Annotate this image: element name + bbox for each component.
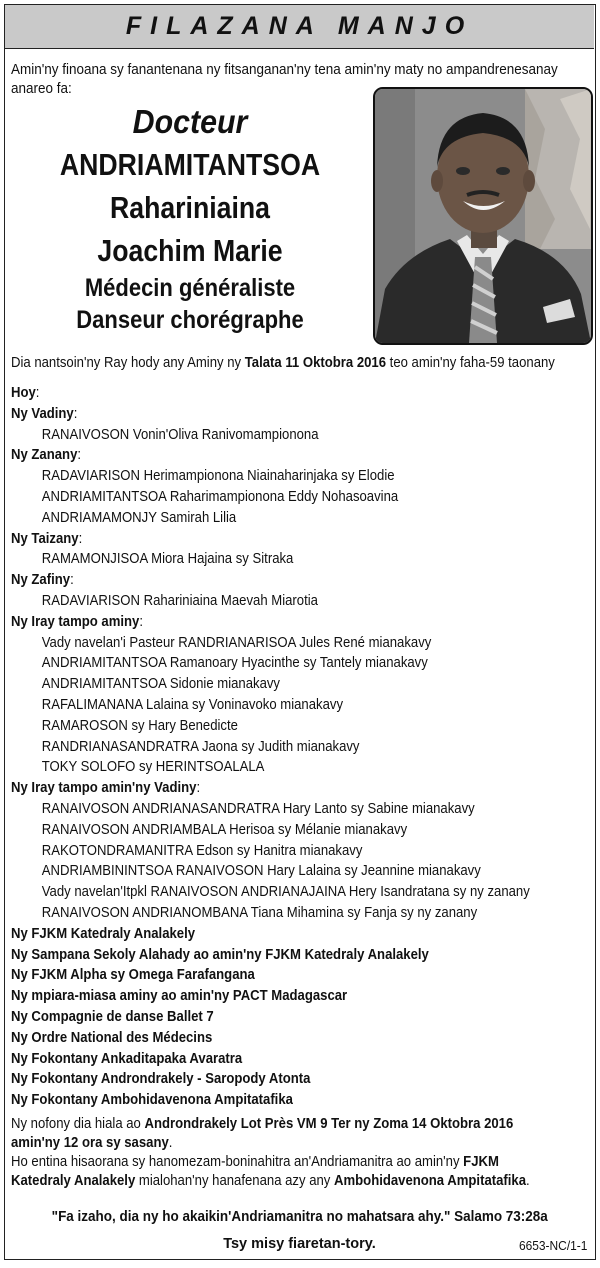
burial-place: Ambohidavenona Ampitatafika xyxy=(334,1173,527,1189)
family-member: RADAVIARISON Herimampionona Niainaharinjaka sy Elodie xyxy=(41,468,395,485)
group-label: Ny Iray tampo amin'ny Vadiny xyxy=(11,780,197,797)
organization: Ny Ordre National des Médecins xyxy=(11,1029,213,1046)
family-member: ANDRIAMBININTSOA RANAIVOSON Hary Lalaina sy Jeannine mianakavy xyxy=(41,863,481,880)
death-date: Talata 11 Oktobra 2016 xyxy=(244,355,387,371)
organization: Ny Fokontany Ambohidavenona Ampitatafika xyxy=(11,1092,293,1109)
funeral-text: Ny nofony dia hiala ao xyxy=(11,1116,145,1132)
death-prefix: Dia nantsoin'ny Ray hody any Aminy ny xyxy=(11,355,245,371)
organization: Ny mpiara-miasa aminy ao amin'ny PACT Madagascar xyxy=(11,988,348,1005)
intro-line-1: Amin'ny finoana sy fanantenana ny fitsanganan'ny tena amin'ny maty no ampandrenesanay xyxy=(11,62,558,78)
death-announcement xyxy=(11,355,590,371)
death-suffix: teo amin'ny faha-59 taonany xyxy=(386,355,555,371)
notice-title: FILAZANA MANJO xyxy=(125,12,474,40)
deceased-title: Docteur xyxy=(132,103,248,140)
family-list: Hoy: Ny Vadiny: RANAIVOSON Vonin'Oliva Ranivomampionona Ny Zanany: RADAVIARISON Herimampionona Niainaharinjaka sy Elodie ANDRIAMITANTSOA Raharimampionona Eddy Nohasoavina ANDRIAMAMONJY Samirah Lilia Ny Taizany: RAMAMONJISOA Miora Hajaina sy Sitraka Ny Zafiny: RADAVIARISON Rahariniaina Maevah Miarotia Ny Iray tampo aminy: Vady navelan'i Pasteur RANDRIANARISOA Jules René mianakavy ANDRIAMITANTSOA Ramanoary Hyacinthe sy Tantely mianakavy ANDRIAMITANTSOA Sidonie mianakavy RAFALIMANANA Lalaina sy Voninavoko mianakavy RAMAROSON sy Hary Benedicte RANDRIANASANDRATRA Jaona sy Judith mianakavy TOKY SOLOFO sy HERINTSOALALA Ny Iray tampo amin'ny Vadiny: RANAIVOSON ANDRIANASANDRATRA Hary Lanto sy Sabine mianakavy RANAIVOSON ANDRIAMBALA Herisoa sy Mélanie mianakavy RAKOTONDRAMANITRA Edson sy Hanitra mianakavy ANDRIAMBININTSOA RANAIVOSON Hary Lalaina sy Jeannine mianakavy Vady navelan'Itpkl RANAIVOSON ANDRIANAJAINA Hery Isandratana sy ny zanany RANAIVOSON ANDRIANOMBANA Tiana Mihamina sy Fanja sy ny zanany Ny FJKM Katedraly Analakely Ny Sampana Sekoly Alahady ao amin'ny FJKM Katedraly Analakely Ny FJKM Alpha sy Omega Farafangana Ny mpiara-miasa aminy ao amin'ny PACT Madagascar Ny Compagnie de danse Ballet 7 Ny Ordre National des Médecins Ny Fokontany Ankaditapaka Avaratra Ny Fokontany Androndrakely - Saropody Atonta Ny Fokontany Ambohidavenona Ampitatafika xyxy=(11,383,590,1111)
funeral-text: . xyxy=(168,1135,173,1151)
family-member: ANDRIAMITANTSOA Ramanoary Hyacinthe sy Tantely mianakavy xyxy=(41,655,428,672)
deceased-given-name-1: Rahariniaina xyxy=(109,190,271,225)
deceased-surname: ANDRIAMITANTSOA xyxy=(59,147,321,182)
organization: Ny FJKM Katedraly Analakely xyxy=(11,925,196,942)
family-member: ANDRIAMAMONJY Samirah Lilia xyxy=(41,509,237,526)
funeral-location-date: Androndrakely Lot Près VM 9 Ter ny Zoma 14 Oktobra 2016 xyxy=(144,1116,514,1132)
funeral-time: amin'ny 12 ora sy sasany xyxy=(11,1135,169,1151)
church-name: FJKM xyxy=(463,1154,499,1170)
family-member: RANAIVOSON ANDRIANASANDRATRA Hary Lanto sy Sabine mianakavy xyxy=(41,800,475,817)
portrait-photo xyxy=(373,87,593,345)
group-label: Ny Vadiny xyxy=(11,405,74,422)
family-member: RADAVIARISON Rahariniaina Maevah Miarotia xyxy=(41,592,318,609)
organization: Ny Fokontany Ankaditapaka Avaratra xyxy=(11,1050,243,1067)
deceased-block xyxy=(7,101,373,336)
group-label: Ny Zanany xyxy=(11,447,78,464)
family-member: TOKY SOLOFO sy HERINTSOALALA xyxy=(41,759,265,776)
family-member: RAFALIMANANA Lalaina sy Voninavoko mianakavy xyxy=(41,696,344,713)
organization: Ny Sampana Sekoly Alahady ao amin'ny FJKM Katedraly Analakely xyxy=(11,946,429,963)
deceased-given-name-2: Joachim Marie xyxy=(97,233,283,268)
family-member: Vady navelan'i Pasteur RANDRIANARISOA Jules René mianakavy xyxy=(41,634,432,651)
reference-code: 6653-NC/1-1 xyxy=(518,1238,587,1253)
family-member: ANDRIAMITANTSOA Sidonie mianakavy xyxy=(41,676,280,693)
group-label: Ny Taizany xyxy=(11,530,79,547)
organization: Ny FJKM Alpha sy Omega Farafangana xyxy=(11,967,255,984)
notice-frame xyxy=(4,4,596,1260)
closing-note: Tsy misy fiaretan-tory. xyxy=(223,1236,376,1252)
family-member: RANAIVOSON Vonin'Oliva Ranivomampionona xyxy=(41,426,319,443)
deceased-profession-2: Danseur chorégraphe xyxy=(76,306,304,334)
bible-quote xyxy=(5,1209,594,1225)
funeral-text: Ho entina hisaorana sy hanomezam-boninahitra an'Andriamanitra ao amin'ny xyxy=(11,1154,464,1170)
funeral-details xyxy=(11,1115,594,1191)
organization: Ny Fokontany Androndrakely - Saropody Atonta xyxy=(11,1071,311,1088)
notice-header xyxy=(5,5,594,49)
hoy-label: Hoy xyxy=(11,385,36,401)
family-member: RAKOTONDRAMANITRA Edson sy Hanitra mianakavy xyxy=(41,842,363,859)
family-member: Vady navelan'Itpkl RANAIVOSON ANDRIANAJAINA Hery Isandratana sy ny zanany xyxy=(41,884,530,901)
church-name: Katedraly Analakely xyxy=(11,1173,136,1189)
funeral-text: . xyxy=(526,1173,530,1189)
family-member: RANAIVOSON ANDRIANOMBANA Tiana Mihamina sy Fanja sy ny zanany xyxy=(41,904,478,921)
organization: Ny Compagnie de danse Ballet 7 xyxy=(11,1008,214,1025)
family-member: RAMAROSON sy Hary Benedicte xyxy=(41,717,238,734)
quote-text: "Fa izaho, dia ny ho akaikin'Andriamanitra no mahatsara ahy." Salamo 73:28a xyxy=(51,1209,548,1225)
family-member: RANAIVOSON ANDRIAMBALA Herisoa sy Mélanie mianakavy xyxy=(41,821,408,838)
family-member: ANDRIAMITANTSOA Raharimampionona Eddy Nohasoavina xyxy=(41,488,399,505)
family-member: RAMAMONJISOA Miora Hajaina sy Sitraka xyxy=(41,551,294,568)
deceased-profession-1: Médecin généraliste xyxy=(84,274,296,302)
intro-line-2: anareo fa: xyxy=(11,81,72,97)
group-label: Ny Zafiny xyxy=(11,572,71,589)
funeral-text: mialohan'ny hanafenana azy any xyxy=(135,1173,335,1189)
group-label: Ny Iray tampo aminy xyxy=(11,613,140,630)
family-member: RANDRIANASANDRATRA Jaona sy Judith mianakavy xyxy=(41,738,360,755)
